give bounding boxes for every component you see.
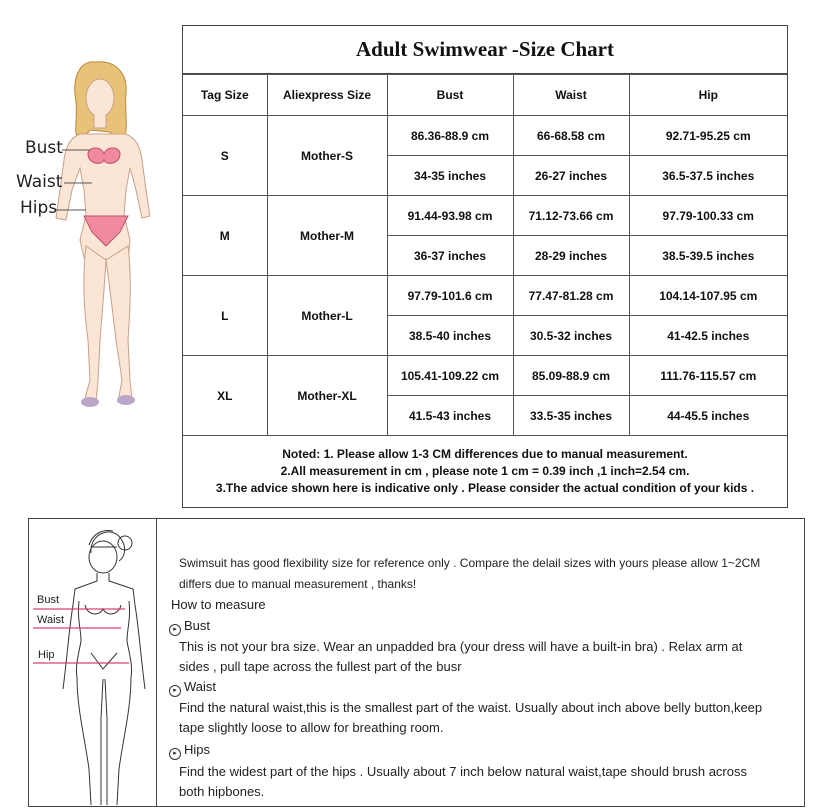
fig-waist-label: Waist [37,614,65,626]
bust-label: Bust [25,138,63,158]
table-row [183,276,787,316]
measure-figure [29,519,156,806]
chart-notes [183,435,787,507]
waist-inch-cell: 33.5-35 inches [513,396,629,436]
hip-inch-cell: 44-45.5 inches [629,396,787,436]
header-tag-size: Tag Size [183,75,267,116]
hip-cm-cell: 92.71-95.25 cm [629,116,787,156]
bust-inch-cell: 36-37 inches [387,236,513,276]
waist-cm-cell: 66-68.58 cm [513,116,629,156]
hips-text: Find the widest part of the hips . Usually about 7 inch below natural waist,tape should brush across [179,764,747,779]
divider [156,519,157,806]
header-aliexpress-size: Aliexpress Size [267,75,387,116]
chart-title: Adult Swimwear -Size Chart [183,26,787,74]
header-waist: Waist [513,75,629,116]
hips-label: Hips [20,198,58,218]
header-bust: Bust [387,75,513,116]
tag-size-cell: XL [183,356,267,436]
bust-cm-cell: 105.41-109.22 cm [387,356,513,396]
bust-text: This is not your bra size. Wear an unpadded bra (your dress will have a built-in bra) . Relax arm at [179,639,743,654]
waist-cm-cell: 77.47-81.28 cm [513,276,629,316]
how-to-measure-box [28,518,805,807]
bust-inch-cell: 38.5-40 inches [387,316,513,356]
size-chart [182,25,788,508]
aliexpress-size-cell: Mother-L [267,276,387,356]
waist-inch-cell: 30.5-32 inches [513,316,629,356]
aliexpress-size-cell: Mother-S [267,116,387,196]
how-to-title: How to measure [171,597,266,612]
tag-size-cell: M [183,196,267,276]
waist-label: Waist [16,172,63,192]
bust-text: sides , pull tape across the fullest part of the busr [179,659,462,674]
sketch-figure-icon [29,519,156,806]
arrow-circle-icon: ▸ [169,624,181,636]
tag-size-cell: L [183,276,267,356]
intro-line: differs due to manual measurement , thanks! [179,577,417,591]
table-row [183,116,787,156]
waist-title-text: Waist [184,679,217,694]
waist-inch-cell: 28-29 inches [513,236,629,276]
hip-inch-cell: 41-42.5 inches [629,316,787,356]
hip-inch-cell: 36.5-37.5 inches [629,156,787,196]
bust-title-text: Bust [184,618,211,633]
note-line: 3.The advice shown here is indicative only . Please consider the actual condition of your kids . [215,481,755,495]
tag-size-cell: S [183,116,267,196]
bust-inch-cell: 41.5-43 inches [387,396,513,436]
note-line: 2.All measurement in cm , please note 1 cm = 0.39 inch ,1 inch=2.54 cm. [280,464,690,478]
bust-cm-cell: 86.36-88.9 cm [387,116,513,156]
waist-cm-cell: 85.09-88.9 cm [513,356,629,396]
arrow-circle-icon: ▸ [169,748,181,760]
hips-title-text: Hips [184,742,211,757]
size-table [183,74,787,436]
header-hip: Hip [629,75,787,116]
aliexpress-size-cell: Mother-M [267,196,387,276]
waist-inch-cell: 26-27 inches [513,156,629,196]
body-illustration-top [0,50,180,420]
aliexpress-size-cell: Mother-XL [267,356,387,436]
fig-hip-label: Hip [38,649,55,661]
waist-text: tape slightly loose to allow for breathing room. [179,720,444,735]
waist-title [169,679,216,696]
fig-bust-label: Bust [37,594,60,606]
bust-cm-cell: 97.79-101.6 cm [387,276,513,316]
hips-title [169,742,210,759]
note-line: Noted: 1. Please allow 1-3 CM differences due to manual measurement. [282,447,688,461]
waist-cm-cell: 71.12-73.66 cm [513,196,629,236]
table-row [183,356,787,396]
intro-line: Swimsuit has good flexibility size for reference only . Compare the delail sizes with yours please allow 1~2CM [179,556,761,570]
hip-cm-cell: 104.14-107.95 cm [629,276,787,316]
bust-cm-cell: 91.44-93.98 cm [387,196,513,236]
waist-text: Find the natural waist,this is the smallest part of the waist. Usually about inch above belly button,keep [179,700,763,715]
hip-cm-cell: 97.79-100.33 cm [629,196,787,236]
table-row [183,196,787,236]
bust-inch-cell: 34-35 inches [387,156,513,196]
hip-cm-cell: 111.76-115.57 cm [629,356,787,396]
bust-title [169,618,210,635]
woman-figure-icon [0,50,180,420]
table-header-row [183,75,787,116]
hips-text: both hipbones. [179,784,265,799]
arrow-circle-icon: ▸ [169,685,181,697]
hip-inch-cell: 38.5-39.5 inches [629,236,787,276]
